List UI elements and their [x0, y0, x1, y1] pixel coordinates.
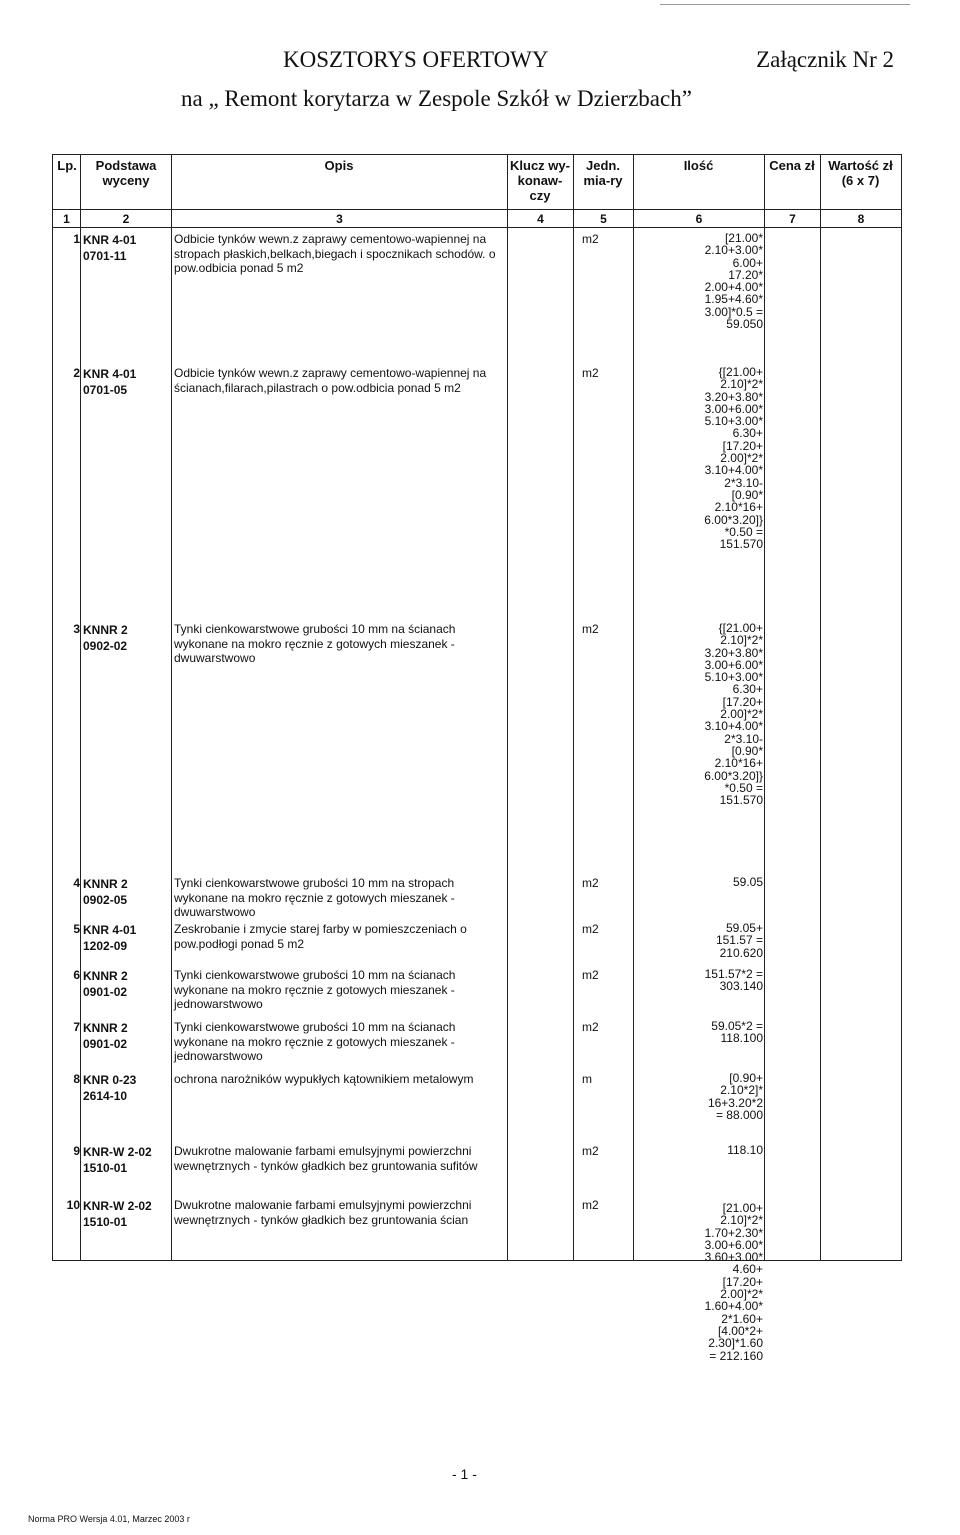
- row-number: 9: [73, 1144, 80, 1158]
- row-description: Tynki cienkowarstwowe grubości 10 mm na ścianach wykonane na mokro ręcznie z gotowych mieszanek - dwuwarstwowo: [174, 622, 456, 665]
- row-quantity: [21.00+ 2.10]*2* 1.70+2.30* 3.00+6.00* 3.60+3.00* 4.60+ [17.20+ 2.00]*2* 1.60+4.00* 2*1.60+ [4.00*2+ 2.30]*1.60 = 212.160: [704, 1201, 763, 1363]
- row-unit: m2: [582, 622, 599, 636]
- document-title: KOSZTORYS OFERTOWY: [283, 47, 549, 72]
- table-border-right: [901, 154, 902, 1261]
- table-border-top: [52, 154, 901, 155]
- row-quantity: 118.10: [727, 1143, 763, 1157]
- row-basis: KNNR 2 0901-02: [83, 1021, 128, 1051]
- row-unit: m2: [582, 968, 599, 982]
- row-basis: KNNR 2 0901-02: [83, 969, 128, 999]
- row-unit: m2: [582, 1020, 599, 1034]
- row-description: Odbicie tynków wewn.z zaprawy cementowo-wapiennej na stropach płaskich,belkach,biegach i spocznikach schodów. o pow.odbicia ponad 5 m2: [174, 232, 496, 275]
- column-divider: [80, 154, 81, 1261]
- header-divider: [52, 209, 901, 210]
- column-number: 8: [857, 212, 865, 226]
- row-unit: m2: [582, 1198, 599, 1212]
- row-quantity: 59.05: [732, 875, 763, 889]
- row-description: Zeskrobanie i zmycie starej farby w pomieszczeniach o pow.podłogi ponad 5 m2: [174, 922, 467, 951]
- header-description: Opis: [324, 158, 354, 173]
- row-quantity: {[21.00+ 2.10]*2* 3.20+3.80* 3.00+6.00* 5.10+3.00* 6.30+ [17.20+ 2.00]*2* 3.10+4.00* 2*3.10- [0.90* 2.10*16+ 6.00*3.20]} *0.50 = 151.570: [704, 621, 763, 808]
- row-description: Odbicie tynków wewn.z zaprawy cementowo-wapiennej na ścianach,filarach,pilastrach o pow.odbicia ponad 5 m2: [174, 366, 487, 395]
- row-unit: m2: [582, 922, 599, 936]
- table-border-bottom: [52, 1260, 901, 1261]
- row-basis: KNR 0-23 2614-10: [83, 1073, 137, 1103]
- header-basis: Podstawa wyceny: [95, 158, 157, 188]
- row-number: 2: [73, 366, 80, 380]
- column-number: 2: [122, 212, 130, 226]
- annex-label: Załącznik Nr 2: [756, 47, 894, 72]
- row-unit: m: [582, 1072, 592, 1086]
- row-quantity: 59.05+ 151.57 = 210.620: [715, 921, 763, 960]
- row-unit: m2: [582, 232, 599, 246]
- row-quantity: 151.57*2 = 303.140: [704, 967, 763, 994]
- row-number: 8: [73, 1072, 80, 1086]
- row-unit: m2: [582, 366, 599, 380]
- row-number: 7: [73, 1020, 80, 1034]
- row-description: Dwukrotne malowanie farbami emulsyjnymi powierzchni wewnętrznych - tynków gładkich bez gruntowania ścian: [174, 1198, 472, 1227]
- software-footer: Norma PRO Wersja 4.01, Marzec 2003 r: [28, 1514, 190, 1524]
- column-number: 6: [695, 212, 703, 226]
- row-description: Dwukrotne malowanie farbami emulsyjnymi powierzchni wewnętrznych - tynków gładkich bez gruntowania sufitów: [174, 1144, 478, 1173]
- row-basis: KNNR 2 0902-05: [83, 877, 128, 907]
- row-basis: KNR-W 2-02 1510-01: [83, 1145, 152, 1175]
- row-unit: m2: [582, 1144, 599, 1158]
- row-number: 5: [73, 922, 80, 936]
- row-basis: KNR 4-01 0701-11: [83, 233, 137, 263]
- header-value: Wartość zł (6 x 7): [828, 158, 893, 188]
- column-divider: [573, 154, 574, 1261]
- row-unit: m2: [582, 876, 599, 890]
- row-basis: KNR 4-01 0701-05: [83, 367, 137, 397]
- row-number: 1: [73, 232, 80, 246]
- column-number: 4: [537, 212, 544, 226]
- document-subtitle: na „ Remont korytarza w Zespole Szkół w Dzierzbach”: [181, 86, 692, 111]
- column-number: 1: [63, 212, 70, 226]
- row-number: 4: [73, 876, 80, 890]
- row-quantity: 59.05*2 = 118.100: [711, 1019, 763, 1046]
- header-price: Cena zł: [769, 158, 815, 173]
- column-number: 3: [336, 212, 343, 226]
- row-number: 10: [66, 1198, 80, 1212]
- row-quantity: [0.90+ 2.10*2]* 16+3.20*2 = 88.000: [707, 1071, 763, 1122]
- row-description: Tynki cienkowarstwowe grubości 10 mm na ścianach wykonane na mokro ręcznie z gotowych mieszanek - jednowarstwowo: [174, 968, 456, 1011]
- header-quantity: Ilość: [683, 158, 714, 173]
- header-divider: [52, 227, 901, 228]
- row-number: 6: [73, 968, 80, 982]
- row-description: ochrona narożników wypukłych kątownikiem metalowym: [174, 1072, 474, 1086]
- cost-estimate-table: [52, 154, 901, 1363]
- top-edge-mark: [660, 4, 910, 5]
- header-lp: Lp.: [57, 158, 77, 173]
- table-border-left: [52, 154, 53, 1261]
- row-description: Tynki cienkowarstwowe grubości 10 mm na ścianach wykonane na mokro ręcznie z gotowych mieszanek - jednowarstwowo: [174, 1020, 456, 1063]
- column-number: 7: [789, 212, 796, 226]
- header-key: Klucz wy-konaw-czy: [510, 158, 570, 203]
- page-number: - 1 -: [452, 1466, 477, 1482]
- row-basis: KNNR 2 0902-02: [83, 623, 128, 653]
- column-divider: [764, 154, 765, 1261]
- row-basis: KNR-W 2-02 1510-01: [83, 1199, 152, 1229]
- row-basis: KNR 4-01 1202-09: [83, 923, 137, 953]
- row-description: Tynki cienkowarstwowe grubości 10 mm na stropach wykonane na mokro ręcznie z gotowych mieszanek - dwuwarstwowo: [174, 876, 455, 919]
- row-quantity: {[21.00+ 2.10]*2* 3.20+3.80* 3.00+6.00* 5.10+3.00* 6.30+ [17.20+ 2.00]*2* 3.10+4.00* 2*3.10- [0.90* 2.10*16+ 6.00*3.20]} *0.50 = 151.570: [704, 365, 763, 552]
- column-divider: [507, 154, 508, 1261]
- row-quantity: [21.00* 2.10+3.00* 6.00+ 17.20* 2.00+4.00* 1.95+4.60* 3.00]*0.5 = 59.050: [704, 231, 763, 332]
- column-number: 5: [600, 212, 607, 226]
- column-divider: [820, 154, 821, 1261]
- row-number: 3: [73, 622, 80, 636]
- header-unit: Jedn. mia-ry: [583, 158, 623, 188]
